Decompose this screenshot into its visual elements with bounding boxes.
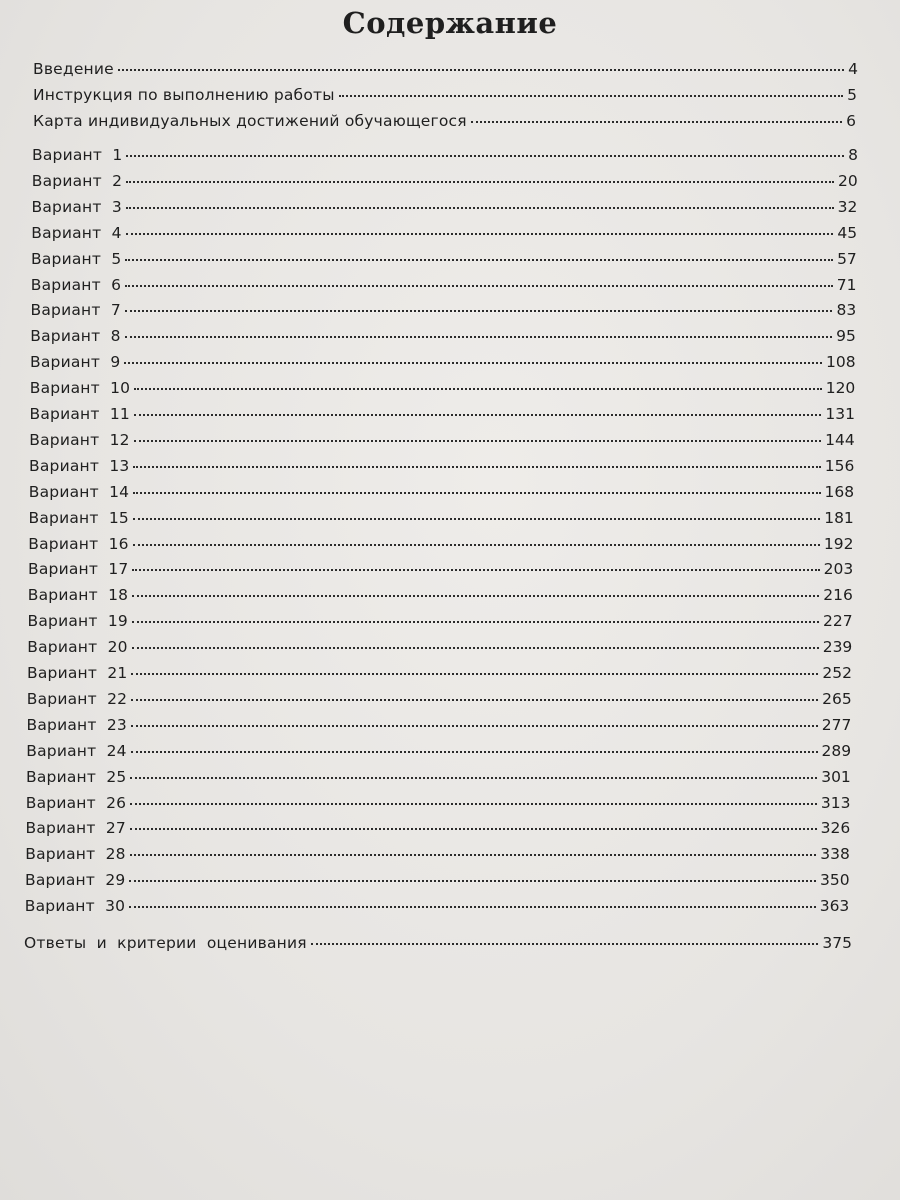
toc-entry-page-number: 83	[836, 301, 857, 320]
toc-entry-label: Вариант 8	[30, 327, 121, 346]
toc-entry-label: Вариант 15	[28, 508, 129, 527]
toc-entry-label: Вариант 24	[26, 741, 127, 760]
toc-entry-variant	[29, 509, 854, 533]
toc-entry-page-number: 156	[824, 456, 855, 475]
toc-entry-variant	[26, 742, 851, 766]
toc-entry-variant	[30, 327, 856, 351]
toc-entry-variant	[29, 483, 854, 507]
dot-leader	[130, 844, 817, 856]
toc-entry-page-number: 131	[825, 405, 855, 423]
toc-entry-page-number: 301	[821, 767, 851, 786]
toc-entry-label: Вариант 20	[27, 638, 128, 657]
toc-entry-label: Вариант 27	[25, 819, 126, 838]
dot-leader	[125, 275, 833, 287]
toc-entry-label: Вариант 10	[29, 379, 131, 398]
toc-entry-page-number: 57	[837, 249, 857, 268]
toc-entry-variant	[32, 172, 858, 196]
toc-entry-label: Вариант 2	[31, 171, 123, 190]
toc-entry-page-number: 168	[824, 482, 855, 501]
toc-entry-label: Вариант 23	[26, 715, 127, 734]
toc-entry-page-number: 203	[823, 560, 854, 579]
toc-entry-label: Введение	[33, 60, 114, 78]
toc-entry-page-number: 375	[822, 934, 852, 952]
toc-entry-page-number: 32	[837, 197, 858, 216]
toc-entry-variant	[28, 586, 853, 610]
dot-leader	[132, 637, 819, 649]
dot-leader	[124, 352, 822, 364]
toc-entry-page-number: 108	[826, 353, 856, 372]
dot-leader	[118, 59, 844, 71]
toc-entry-variant	[32, 146, 858, 170]
dot-leader	[125, 300, 833, 312]
toc-entry-label: Вариант 5	[31, 249, 122, 268]
toc-entry-page-number: 192	[823, 534, 854, 553]
toc-entry-label: Вариант 22	[26, 689, 128, 708]
toc-entry-page-number: 313	[820, 793, 851, 812]
toc-entry-variant	[25, 845, 850, 869]
toc-entry-page-number: 20	[837, 171, 858, 190]
dot-leader	[134, 430, 821, 442]
dot-leader	[131, 715, 818, 727]
toc-entry-variant	[27, 664, 852, 688]
toc-entry-variant	[27, 716, 852, 740]
toc-entry-variant	[27, 638, 852, 662]
toc-entry-page-number: 239	[822, 638, 853, 657]
toc-entry-page-number: 45	[837, 223, 858, 242]
toc-entry-page-number: 277	[821, 715, 852, 734]
toc-entry-page-number: 144	[825, 430, 855, 449]
dot-leader	[132, 559, 819, 571]
toc-entry-page-number: 5	[847, 86, 857, 104]
toc-entry-label: Вариант 4	[31, 223, 122, 242]
toc-entry-variant	[31, 224, 857, 248]
dot-leader	[130, 793, 817, 805]
dot-leader	[131, 689, 818, 701]
dot-leader	[131, 663, 818, 675]
toc-entry-page-number: 338	[820, 845, 850, 864]
toc-entry-label: Вариант 12	[29, 430, 130, 449]
toc-entry-label: Вариант 29	[25, 871, 126, 890]
toc-entry-variant	[25, 897, 850, 921]
toc-entry-label: Инструкция по выполнению работы	[33, 86, 335, 104]
dot-leader	[339, 85, 843, 97]
toc-entry-label: Вариант 13	[29, 456, 130, 475]
dot-leader	[125, 326, 832, 338]
toc-entry-variant	[31, 276, 857, 300]
dot-leader	[131, 741, 818, 753]
toc-entry-label: Вариант 1	[32, 146, 123, 164]
toc-entry-label: Вариант 21	[27, 664, 128, 682]
toc-entry-variant	[27, 690, 852, 714]
toc-entry-variant	[30, 379, 856, 403]
toc-entry-page-number: 363	[819, 897, 850, 916]
toc-entry-page-number: 181	[824, 508, 854, 527]
toc-entry-page-number: 252	[822, 664, 852, 682]
toc-entry-label: Вариант 3	[31, 197, 122, 216]
toc-entry-label: Вариант 14	[28, 482, 130, 501]
toc-entry-front	[33, 112, 856, 136]
toc-entry-label: Ответы и критерии оценивания	[24, 934, 307, 952]
toc-entry-label: Вариант 26	[25, 793, 127, 812]
toc-entry-variant	[28, 535, 853, 559]
toc-entry-label: Вариант 6	[30, 275, 122, 294]
toc-entry-variant	[26, 819, 851, 843]
dot-leader	[130, 818, 817, 830]
dot-leader	[126, 223, 834, 235]
toc-entry-label: Вариант 9	[30, 353, 121, 372]
toc-entry-page-number: 227	[823, 612, 853, 631]
toc-entry-page-number: 6	[846, 112, 856, 130]
toc-entry-variant	[29, 457, 854, 481]
toc-entry-label: Карта индивидуальных достижений обучающегося	[33, 112, 467, 130]
toc-entry-page-number: 4	[848, 60, 858, 78]
toc-entry-label: Вариант 18	[27, 586, 129, 605]
toc-entry-variant	[31, 301, 857, 325]
dot-leader	[134, 404, 821, 416]
dot-leader	[126, 171, 834, 183]
toc-entry-variant	[30, 405, 856, 429]
toc-entry-variant	[26, 794, 851, 818]
toc-entry-variant	[31, 250, 857, 274]
dot-leader	[126, 145, 844, 157]
toc-entry-variant	[32, 198, 858, 222]
toc-entry-label: Вариант 17	[28, 560, 129, 579]
toc-entry-label: Вариант 19	[27, 612, 128, 631]
toc-entry-page-number: 350	[820, 871, 850, 890]
dot-leader	[133, 456, 820, 468]
dot-leader	[471, 111, 842, 123]
toc-entry-page-number: 95	[836, 327, 856, 346]
toc-entry-page-number: 265	[822, 689, 852, 708]
toc-entry-label: Вариант 25	[26, 767, 127, 786]
dot-leader	[132, 585, 819, 597]
dot-leader	[129, 896, 815, 908]
toc-entry-variant	[29, 431, 854, 455]
toc-entry-front	[33, 60, 858, 84]
toc-entry-label: Вариант 30	[24, 897, 126, 916]
dot-leader	[129, 870, 816, 882]
toc-entry-page-number: 216	[823, 586, 853, 605]
dot-leader	[133, 482, 820, 494]
toc-entry-variant	[30, 353, 856, 377]
toc-entry-variant	[26, 768, 851, 792]
toc-entry-page-number: 8	[848, 146, 858, 164]
dot-leader	[311, 933, 819, 945]
dot-leader	[125, 249, 833, 261]
dot-leader	[132, 611, 819, 623]
toc-entry-page-number: 289	[821, 741, 852, 760]
toc-entry-page-number: 120	[825, 379, 856, 398]
toc-entry-answers	[24, 934, 852, 958]
toc-entry-page-number: 326	[820, 819, 851, 838]
dot-leader	[126, 197, 834, 209]
toc-entry-page-number: 71	[836, 275, 857, 294]
dot-leader	[130, 767, 817, 779]
toc-entry-front	[33, 86, 857, 110]
toc-entry-label: Вариант 28	[25, 845, 126, 864]
toc-entry-label: Вариант 7	[30, 301, 121, 320]
dot-leader	[133, 508, 820, 520]
dot-leader	[133, 534, 820, 546]
toc-entry-variant	[25, 871, 850, 895]
toc-entry-label: Вариант 16	[28, 534, 129, 553]
toc-entry-label: Вариант 11	[29, 405, 130, 423]
page-title: Содержание	[342, 6, 558, 40]
dot-leader	[134, 378, 821, 390]
toc-entry-variant	[28, 560, 853, 584]
toc-entry-variant	[28, 612, 853, 636]
